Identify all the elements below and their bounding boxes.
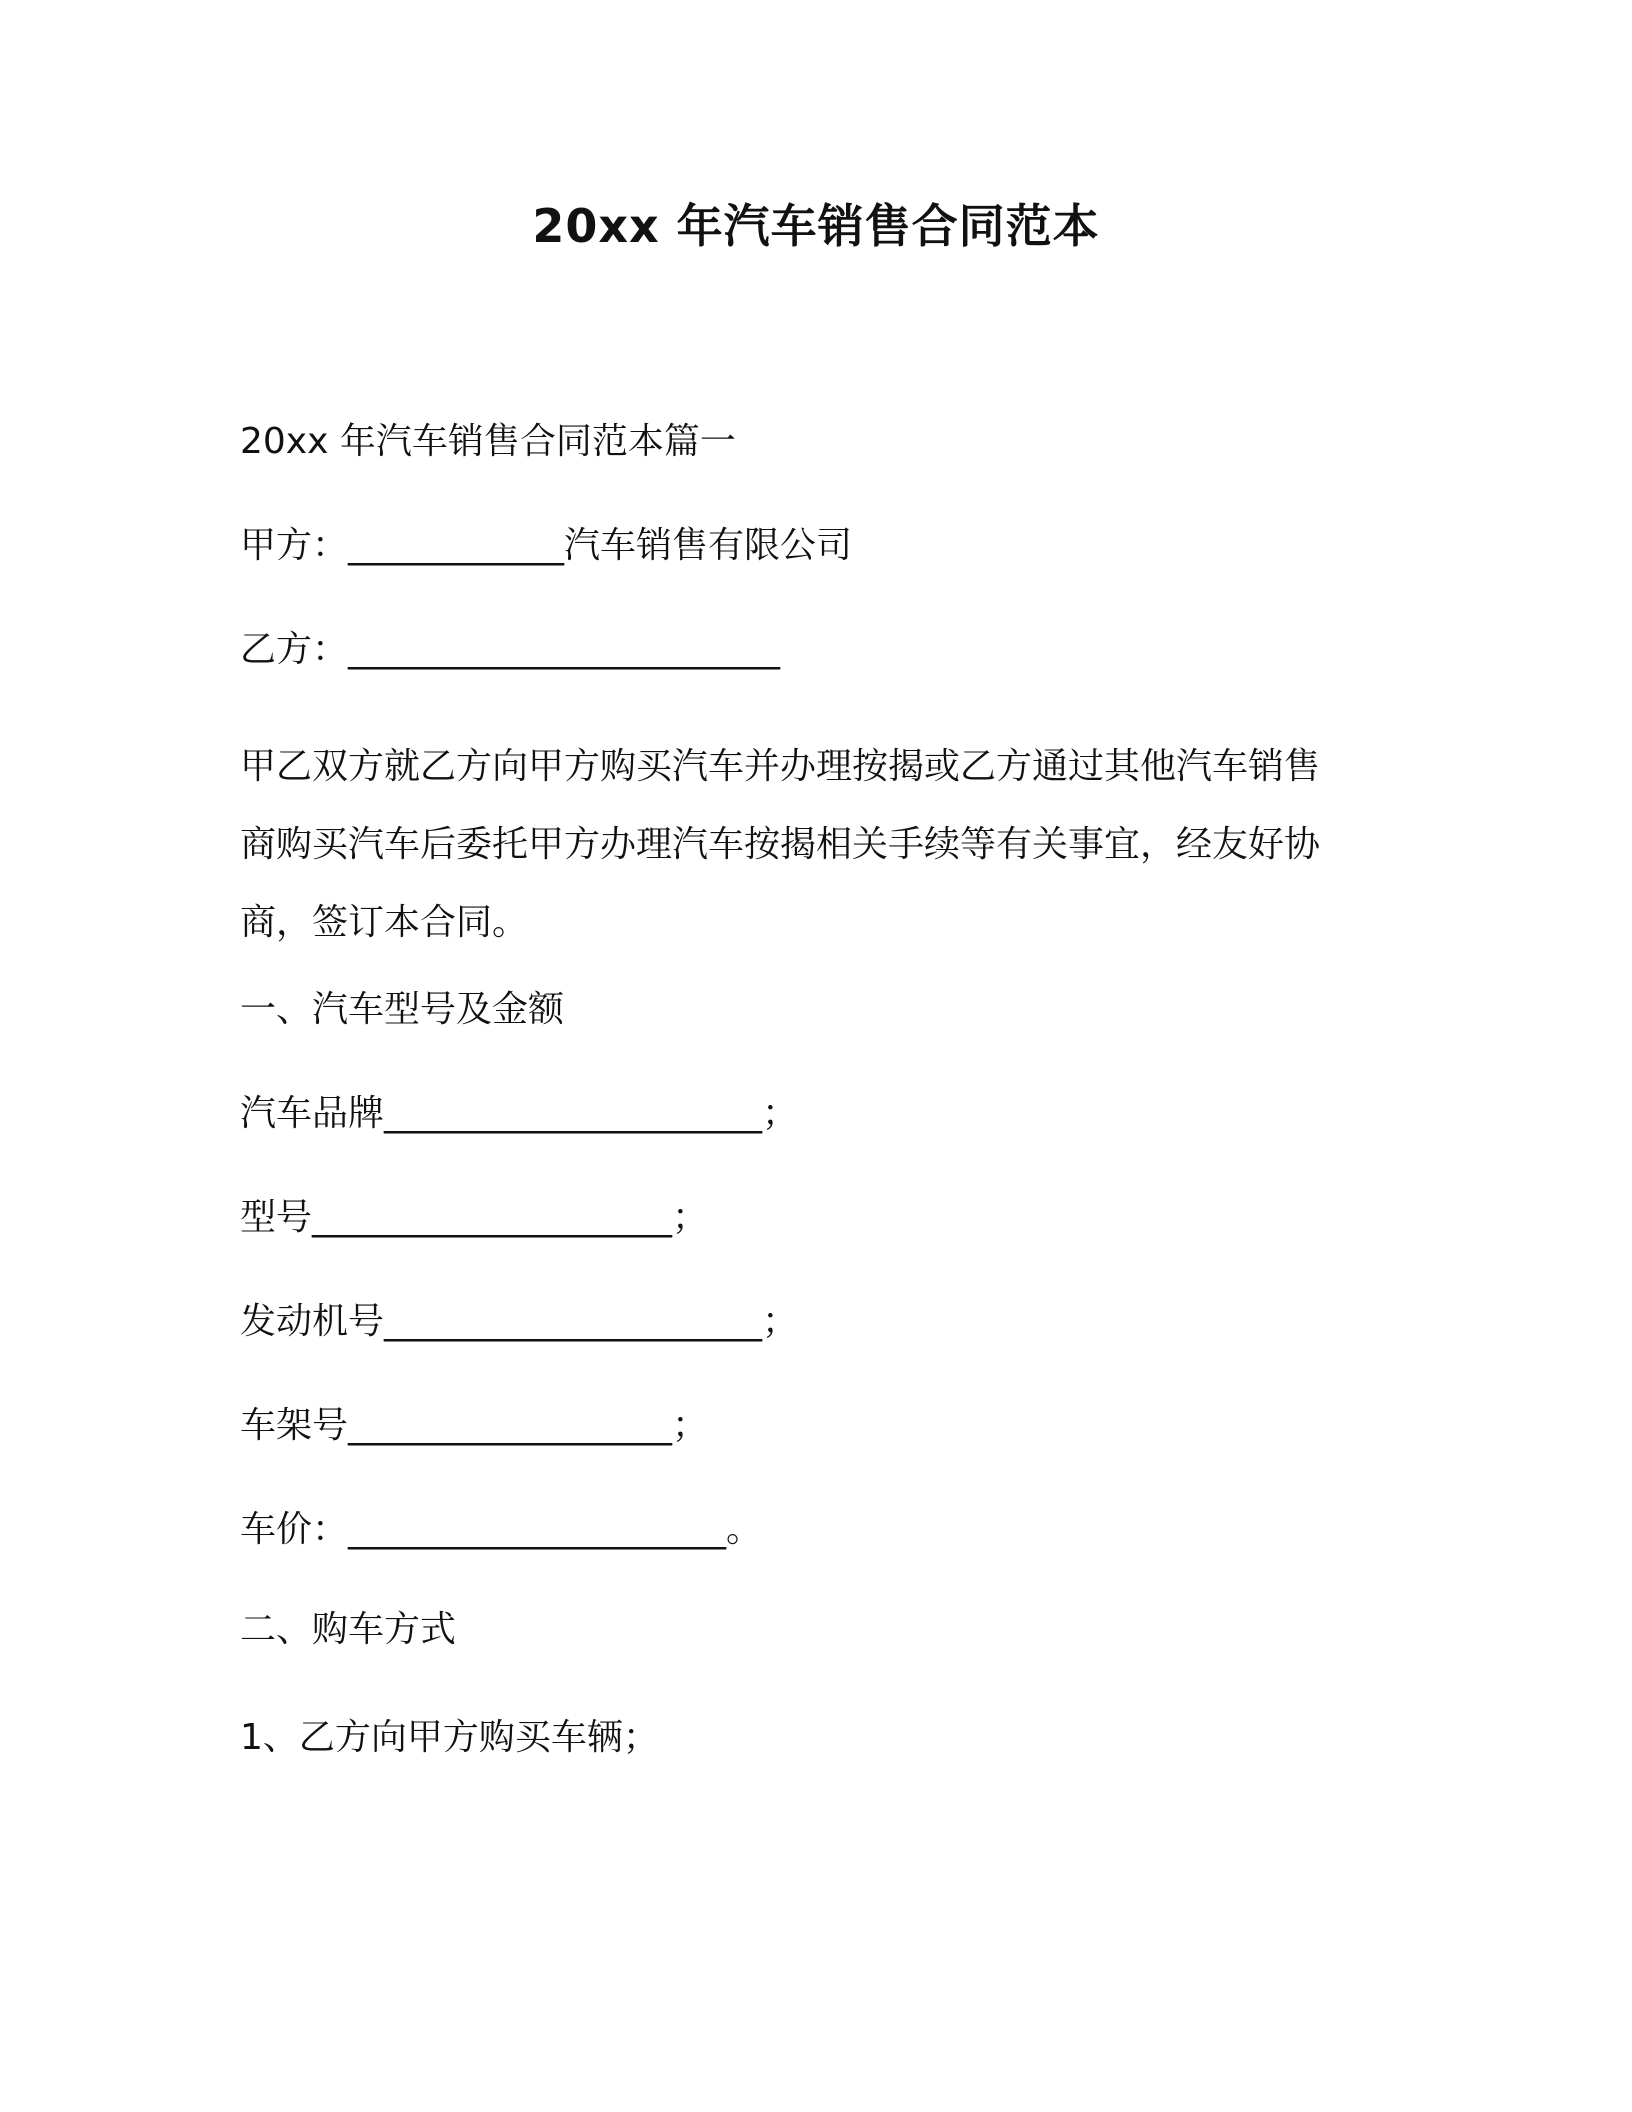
brand-line: 汽车品牌_____________________； [240,1093,799,1134]
engine-number-line: 发动机号_____________________； [240,1301,799,1342]
section-2-heading: 二、购车方式 [240,1609,457,1650]
document-title: 20xx 年汽车销售合同范本 [532,199,1100,253]
intro-line-1: 甲乙双方就乙方向甲方购买汽车并办理按揭或乙方通过其他汽车销售 [240,746,1321,787]
model-line: 型号____________________； [240,1197,709,1238]
party-a-line: 甲方：____________汽车销售有限公司 [240,525,853,566]
section-1-heading: 一、汽车型号及金额 [240,989,565,1030]
price-line: 车价：_____________________。 [240,1509,763,1550]
intro-paragraph [240,728,1360,962]
party-b-line: 乙方：________________________ [240,629,781,670]
vin-line: 车架号__________________； [240,1405,709,1446]
item-1-line: 1、乙方向甲方购买车辆； [240,1717,659,1758]
intro-line-2: 商购买汽车后委托甲方办理汽车按揭相关手续等有关事宜，经友好协 [240,824,1321,865]
intro-line-3: 商，签订本合同。 [240,902,529,943]
section-heading: 20xx 年汽车销售合同范本篇一 [240,421,736,462]
